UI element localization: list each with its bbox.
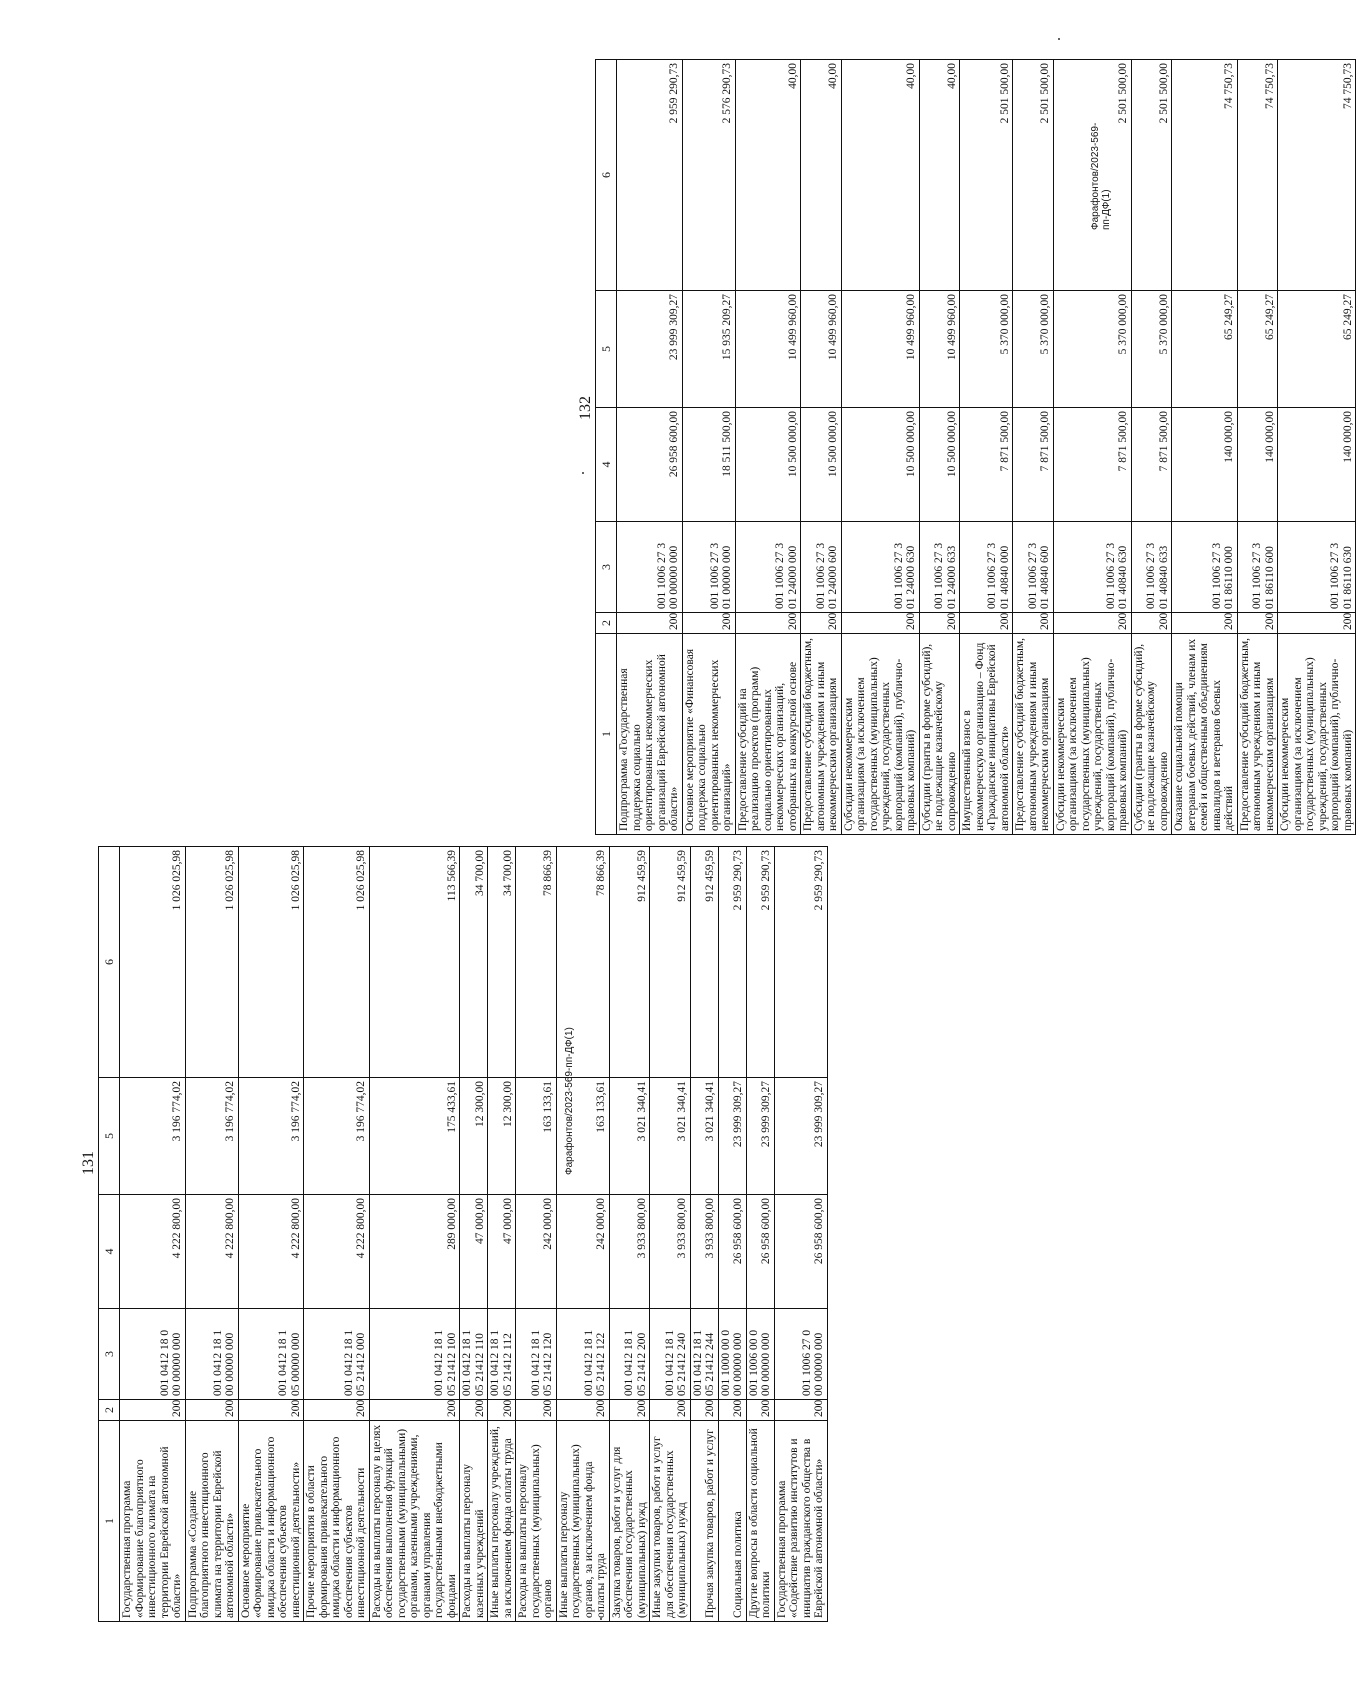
row-executed-amount: 5 370 000,00 [1013, 291, 1054, 408]
row-classification: 001 0412 18 1 05 21412 000 [304, 1309, 370, 1400]
row-planned-amount: 10 500 000,00 [841, 408, 919, 522]
row-unexecuted-amount: 34 700,00 [460, 847, 488, 1078]
row-classification: 001 1006 27 3 00 00000 000 [617, 522, 683, 613]
row-unexecuted-amount: 78 866,39 [556, 847, 609, 1078]
row-classification: 001 1006 27 3 01 24000 633 [919, 522, 960, 613]
page-number-132: 132 [577, 396, 594, 420]
row-planned-amount: 3 933 800,00 [609, 1195, 650, 1309]
row-planned-amount: 4 222 800,00 [304, 1195, 370, 1309]
row-planned-amount: 26 958 600,00 [746, 1195, 774, 1309]
row-code: 200 [682, 613, 735, 634]
row-code: 200 [746, 1400, 774, 1421]
row-code: 200 [1053, 613, 1131, 634]
row-code: 200 [238, 1400, 304, 1421]
row-classification: 001 1006 27 3 01 40840 633 [1131, 522, 1172, 613]
row-executed-amount: 65 249,27 [1237, 291, 1278, 408]
table-row [735, 60, 801, 835]
table-row [556, 847, 609, 1622]
row-name: Иные закупки товаров, работ и услуг для обеспечения государственных (муниципальных) нужд [650, 1421, 691, 1622]
col-header-5: 5 [596, 291, 617, 408]
row-unexecuted-amount: 912 459,59 [609, 847, 650, 1078]
row-executed-amount: 163 133,61 [556, 1078, 609, 1195]
table-row [960, 60, 1013, 835]
row-name: Подпрограмма «Государственная поддержка социально ориентированных некоммерческих организаций Еврейской автономной области» [617, 634, 683, 835]
row-name: Субсидии некоммерческим организациям (за исключением государственных (муниципальных) учреждений, государственных корпораций (компаний), публично-правовых компаний) [841, 634, 919, 835]
row-classification: 001 0412 18 1 05 21412 122 [556, 1309, 609, 1400]
row-name: Социальная политика [718, 1421, 746, 1622]
row-executed-amount: 10 499 960,00 [735, 291, 801, 408]
row-code: 200 [185, 1400, 238, 1421]
table-row [488, 847, 516, 1622]
table-row [304, 847, 370, 1622]
col-header-1: 1 [99, 1421, 120, 1622]
scan-speck [1058, 38, 1060, 40]
row-planned-amount: 289 000,00 [369, 1195, 460, 1309]
row-name: Предоставление субсидий бюджетным, автономным учреждениям и иным некоммерческим организациям [1237, 634, 1278, 835]
row-classification: 001 1006 00 0 00 00000 000 [746, 1309, 774, 1400]
row-executed-amount: 65 249,27 [1278, 291, 1356, 408]
row-executed-amount: 3 021 340,41 [650, 1078, 691, 1195]
row-executed-amount: 3 196 774,02 [304, 1078, 370, 1195]
row-executed-amount: 3 021 340,41 [690, 1078, 718, 1195]
row-code: 200 [556, 1400, 609, 1421]
row-code: 200 [801, 613, 842, 634]
row-executed-amount: 15 935 209,27 [682, 291, 735, 408]
row-planned-amount: 10 500 000,00 [919, 408, 960, 522]
row-planned-amount: 242 000,00 [556, 1195, 609, 1309]
page-131 [98, 846, 828, 1622]
table-row [650, 847, 691, 1622]
row-executed-amount: 163 133,61 [516, 1078, 557, 1195]
row-unexecuted-amount: 2 501 500,00 [1053, 60, 1131, 291]
row-planned-amount: 26 958 600,00 [617, 408, 683, 522]
row-planned-amount: 4 222 800,00 [120, 1195, 186, 1309]
scan-speck [600, 1618, 602, 1620]
row-executed-amount: 65 249,27 [1172, 291, 1238, 408]
row-unexecuted-amount: 1 026 025,98 [185, 847, 238, 1078]
col-header-1: 1 [596, 634, 617, 835]
table-row [919, 60, 960, 835]
table-row [746, 847, 774, 1622]
row-classification: 001 1006 27 3 01 24000 600 [801, 522, 842, 613]
table-row [516, 847, 557, 1622]
row-unexecuted-amount: 40,00 [919, 60, 960, 291]
row-code: 200 [304, 1400, 370, 1421]
row-unexecuted-amount: 34 700,00 [488, 847, 516, 1078]
col-header-4: 4 [596, 408, 617, 522]
col-header-6: 6 [596, 60, 617, 291]
table-row [238, 847, 304, 1622]
row-unexecuted-amount: 1 026 025,98 [304, 847, 370, 1078]
row-code: 200 [650, 1400, 691, 1421]
row-name: Оказание социальной помощи ветеранам боевых действий, членам их семей и общественным объединениям инвалидов и ветеранов боевых действий [1172, 634, 1238, 835]
page-footer-131: Фарафонтов/2023-569-пп-ДФ(1) [564, 1027, 575, 1175]
table-row [185, 847, 238, 1622]
row-classification: 001 0412 18 1 05 21412 240 [650, 1309, 691, 1400]
table-header-row [596, 60, 617, 835]
row-unexecuted-amount: 912 459,59 [690, 847, 718, 1078]
row-unexecuted-amount: 40,00 [735, 60, 801, 291]
row-unexecuted-amount: 78 866,39 [516, 847, 557, 1078]
row-name: Закупка товаров, работ и услуг для обеспечения государственных (муниципальных) нужд [609, 1421, 650, 1622]
row-planned-amount: 4 222 800,00 [185, 1195, 238, 1309]
row-unexecuted-amount: 2 501 500,00 [960, 60, 1013, 291]
row-classification: 001 1006 27 3 01 24000 000 [735, 522, 801, 613]
row-unexecuted-amount: 74 750,73 [1172, 60, 1238, 291]
row-executed-amount: 5 370 000,00 [1131, 291, 1172, 408]
table-row [718, 847, 746, 1622]
row-classification: 001 1000 00 0 00 00000 000 [718, 1309, 746, 1400]
row-classification: 001 1006 27 3 01 86110 630 [1278, 522, 1356, 613]
row-name: Иные выплаты персоналу государственных (муниципальных) органов, за исключением фонда оплаты труда [556, 1421, 609, 1622]
budget-table-131 [98, 846, 828, 1622]
row-planned-amount: 140 000,00 [1278, 408, 1356, 522]
row-planned-amount: 7 871 500,00 [1131, 408, 1172, 522]
row-code: 200 [735, 613, 801, 634]
row-unexecuted-amount: 2 959 290,73 [774, 847, 827, 1078]
row-name: Основное мероприятие «Финансовая поддержка социально ориентированных некоммерческих организаций» [682, 634, 735, 835]
table-row [841, 60, 919, 835]
row-classification: 001 1006 27 3 01 40840 600 [1013, 522, 1054, 613]
row-code: 200 [488, 1400, 516, 1421]
row-planned-amount: 140 000,00 [1172, 408, 1238, 522]
row-code: 200 [609, 1400, 650, 1421]
row-name: Расходы на выплаты персоналу государственных (муниципальных) органов [516, 1421, 557, 1622]
row-name: Субсидии (гранты в форме субсидий), не подлежащие казначейскому сопровождению [1131, 634, 1172, 835]
table-row [1278, 60, 1356, 835]
col-header-6: 6 [99, 847, 120, 1078]
scan-speck [582, 472, 584, 474]
row-unexecuted-amount: 1 026 025,98 [120, 847, 186, 1078]
row-name: Другие вопросы в области социальной политики [746, 1421, 774, 1622]
row-unexecuted-amount: 2 959 290,73 [718, 847, 746, 1078]
row-unexecuted-amount: 1 026 025,98 [238, 847, 304, 1078]
row-name: Иные выплаты персоналу учреждений, за исключением фонда оплаты труда [488, 1421, 516, 1622]
row-unexecuted-amount: 113 566,39 [369, 847, 460, 1078]
row-unexecuted-amount: 40,00 [841, 60, 919, 291]
row-classification: 001 0412 18 1 00 00000 000 [185, 1309, 238, 1400]
row-planned-amount: 26 958 600,00 [774, 1195, 827, 1309]
row-code: 200 [960, 613, 1013, 634]
row-code: 200 [919, 613, 960, 634]
row-code: 200 [1278, 613, 1356, 634]
row-executed-amount: 3 196 774,02 [238, 1078, 304, 1195]
row-unexecuted-amount: 2 959 290,73 [617, 60, 683, 291]
row-unexecuted-amount: 2 959 290,73 [746, 847, 774, 1078]
row-code: 200 [120, 1400, 186, 1421]
row-unexecuted-amount: 2 501 500,00 [1013, 60, 1054, 291]
row-executed-amount: 23 999 309,27 [774, 1078, 827, 1195]
row-name: Расходы на выплаты персоналу казенных учреждений [460, 1421, 488, 1622]
row-planned-amount: 7 871 500,00 [1053, 408, 1131, 522]
row-classification: 001 1006 27 3 01 40840 630 [1053, 522, 1131, 613]
row-planned-amount: 47 000,00 [460, 1195, 488, 1309]
row-name: Прочая закупка товаров, работ и услуг [690, 1421, 718, 1622]
budget-table-132 [595, 59, 1356, 835]
col-header-3: 3 [596, 522, 617, 613]
row-code: 200 [841, 613, 919, 634]
col-header-4: 4 [99, 1195, 120, 1309]
row-classification: 001 1006 27 3 01 86110 600 [1237, 522, 1278, 613]
row-name: Предоставление субсидий бюджетным, автономным учреждениям и иным некоммерческим организациям [1013, 634, 1054, 835]
row-name: Субсидии (гранты в форме субсидий), не подлежащие казначейскому сопровождению [919, 634, 960, 835]
table-row [682, 60, 735, 835]
row-executed-amount: 12 300,00 [460, 1078, 488, 1195]
table-row [1237, 60, 1278, 835]
row-planned-amount: 242 000,00 [516, 1195, 557, 1309]
row-unexecuted-amount: 74 750,73 [1237, 60, 1278, 291]
row-classification: 001 0412 18 0 00 00000 000 [120, 1309, 186, 1400]
row-name: Субсидии некоммерческим организациям (за исключением государственных (муниципальных) учреждений, государственных корпораций (компаний), публично-правовых компаний) [1278, 634, 1356, 835]
row-classification: 001 0412 18 1 05 21412 200 [609, 1309, 650, 1400]
table-row [460, 847, 488, 1622]
row-code: 200 [690, 1400, 718, 1421]
col-header-2: 2 [99, 1400, 120, 1421]
row-unexecuted-amount: 74 750,73 [1278, 60, 1356, 291]
row-unexecuted-amount: 40,00 [801, 60, 842, 291]
row-classification: 001 1006 27 3 01 86110 000 [1172, 522, 1238, 613]
page-132 [595, 59, 1356, 835]
row-executed-amount: 10 499 960,00 [801, 291, 842, 408]
table-row [1131, 60, 1172, 835]
row-code: 200 [1131, 613, 1172, 634]
row-planned-amount: 7 871 500,00 [960, 408, 1013, 522]
table-row [369, 847, 460, 1622]
row-planned-amount: 10 500 000,00 [801, 408, 842, 522]
row-code: 200 [516, 1400, 557, 1421]
row-planned-amount: 7 871 500,00 [1013, 408, 1054, 522]
row-executed-amount: 3 196 774,02 [185, 1078, 238, 1195]
row-name: Государственная программа «Содействие развитию институтов и инициатив гражданского общества в Еврейской автономной области» [774, 1421, 827, 1622]
row-executed-amount: 12 300,00 [488, 1078, 516, 1195]
col-header-2: 2 [596, 613, 617, 634]
table-row [1013, 60, 1054, 835]
row-code: 200 [718, 1400, 746, 1421]
table-row [120, 847, 186, 1622]
row-classification: 001 0412 18 1 05 21412 110 [460, 1309, 488, 1400]
row-planned-amount: 3 933 800,00 [650, 1195, 691, 1309]
table-row [609, 847, 650, 1622]
row-executed-amount: 175 433,61 [369, 1078, 460, 1195]
page-number-131: 131 [80, 1151, 97, 1175]
row-name: Государственная программа «Формирование благоприятного инвестиционного климата на территории Еврейской автономной области» [120, 1421, 186, 1622]
row-code: 200 [1172, 613, 1238, 634]
row-classification: 001 1006 27 0 00 00000 000 [774, 1309, 827, 1400]
row-name: Предоставление субсидий бюджетным, автономным учреждениям и иным некоммерческим организациям [801, 634, 842, 835]
row-unexecuted-amount: 2 576 290,73 [682, 60, 735, 291]
row-classification: 001 0412 18 1 05 21412 112 [488, 1309, 516, 1400]
row-executed-amount: 10 499 960,00 [841, 291, 919, 408]
row-code: 200 [1013, 613, 1054, 634]
row-planned-amount: 18 511 500,00 [682, 408, 735, 522]
row-planned-amount: 26 958 600,00 [718, 1195, 746, 1309]
col-header-3: 3 [99, 1309, 120, 1400]
table-row [617, 60, 683, 835]
row-unexecuted-amount: 2 501 500,00 [1131, 60, 1172, 291]
row-planned-amount: 3 933 800,00 [690, 1195, 718, 1309]
row-name: Подпрограмма «Создание благоприятного инвестиционного климата на территории Еврейской автономной области» [185, 1421, 238, 1622]
row-classification: 001 1006 27 3 01 40840 000 [960, 522, 1013, 613]
row-code: 200 [1237, 613, 1278, 634]
row-classification: 001 0412 18 1 05 21412 120 [516, 1309, 557, 1400]
row-planned-amount: 10 500 000,00 [735, 408, 801, 522]
row-classification: 001 1006 27 3 01 00000 000 [682, 522, 735, 613]
row-executed-amount: 3 021 340,41 [609, 1078, 650, 1195]
row-classification: 001 0412 18 1 05 21412 244 [690, 1309, 718, 1400]
row-code: 200 [369, 1400, 460, 1421]
row-planned-amount: 140 000,00 [1237, 408, 1278, 522]
row-executed-amount: 5 370 000,00 [1053, 291, 1131, 408]
row-classification: 001 0412 18 1 05 21412 100 [369, 1309, 460, 1400]
row-code: 200 [460, 1400, 488, 1421]
row-executed-amount: 23 999 309,27 [718, 1078, 746, 1195]
row-name: Предоставление субсидий на реализацию проектов (программ) социально ориентированных некоммерческих организаций, отобранных на конкурсной основе [735, 634, 801, 835]
row-classification: 001 0412 18 1 05 00000 000 [238, 1309, 304, 1400]
row-code: 200 [617, 613, 683, 634]
table-header-row [99, 847, 120, 1622]
table-row [1172, 60, 1238, 835]
table-row [801, 60, 842, 835]
row-name: Расходы на выплаты персоналу в целях обеспечения выполнения функций государственными (муниципальными) органами, казенными учреждениями, органами управления государственными внебюджетными фондами [369, 1421, 460, 1622]
row-name: Имущественный взнос в некоммерческую организацию – Фонд «Гражданские инициативы Еврейской автономной области» [960, 634, 1013, 835]
row-name: Субсидии некоммерческим организациям (за исключением государственных (муниципальных) учреждений, государственных корпораций (компаний), публично-правовых компаний) [1053, 634, 1131, 835]
row-executed-amount: 23 999 309,27 [617, 291, 683, 408]
row-classification: 001 1006 27 3 01 24000 630 [841, 522, 919, 613]
page-footer-132: Фарафонтов/2023-569-пп-ДФ(1) [1090, 122, 1112, 230]
row-executed-amount: 5 370 000,00 [960, 291, 1013, 408]
table-row [690, 847, 718, 1622]
table-row [774, 847, 827, 1622]
row-executed-amount: 10 499 960,00 [919, 291, 960, 408]
row-executed-amount: 3 196 774,02 [120, 1078, 186, 1195]
row-unexecuted-amount: 912 459,59 [650, 847, 691, 1078]
row-planned-amount: 47 000,00 [488, 1195, 516, 1309]
row-name: Основное мероприятие «Формирование привлекательного имиджа области и информационного обеспечения субъектов инвестиционной деятельности» [238, 1421, 304, 1622]
row-executed-amount: 23 999 309,27 [746, 1078, 774, 1195]
row-name: Прочие мероприятия в области формирования привлекательного имиджа области и информационного обеспечения субъектов инвестиционной деятельности [304, 1421, 370, 1622]
row-planned-amount: 4 222 800,00 [238, 1195, 304, 1309]
row-code: 200 [774, 1400, 827, 1421]
col-header-5: 5 [99, 1078, 120, 1195]
